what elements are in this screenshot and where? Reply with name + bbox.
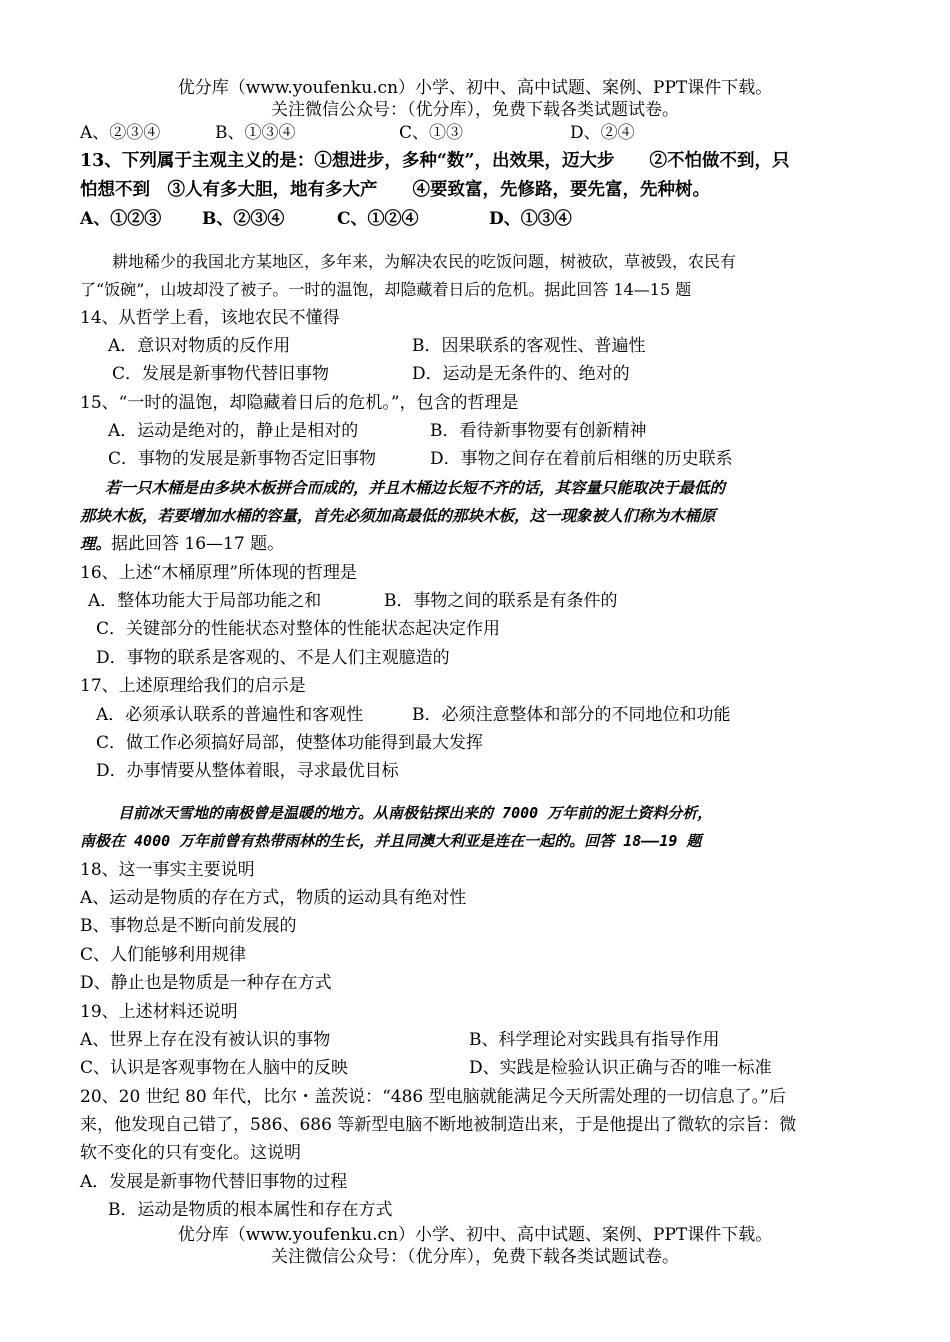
material2-line-3-bold: 理。 — [80, 535, 112, 553]
q20-line-3: 软不变化的只有变化。这说明 — [80, 1143, 301, 1163]
material1-line-2: 了“饭碗”，山坡却没了被子。一时的温饱，却隐藏着日后的危机。据此回答 14—15 题 — [80, 280, 692, 299]
q20-option-b: B．运动是物质的根本属性和存在方式 — [108, 1200, 393, 1220]
q17-stem: 17、上述原理给我们的启示是 — [80, 676, 306, 696]
q15-stem: 15、“一时的温饱，却隐藏着日后的危机。”，包含的哲理是 — [80, 393, 519, 413]
q13-option-c: C、①②④ — [337, 209, 419, 229]
q13-option-a: A、①②③ — [80, 209, 162, 229]
q18-stem: 18、这一事实主要说明 — [80, 860, 255, 880]
q16-option-b: B．事物之间的联系是有条件的 — [384, 591, 618, 611]
q14-stem: 14、从哲学上看，该地农民不懂得 — [80, 308, 340, 328]
q12-option-c: C、①③ — [399, 123, 464, 143]
q14-option-d: D．运动是无条件的、绝对的 — [412, 364, 630, 384]
q16-option-a: A．整体功能大于局部功能之和 — [88, 591, 322, 611]
material2-line-1: 若一只木桶是由多块木板拼合而成的，并且木桶边长短不齐的话，其容量只能取决于最低的 — [105, 479, 726, 497]
q13-option-b: B、②③④ — [202, 209, 285, 229]
q17-option-c: C．做工作必须搞好局部，使整体功能得到最大发挥 — [96, 733, 484, 753]
q15-option-a: A．运动是绝对的，静止是相对的 — [108, 421, 359, 441]
q20-option-a: A．发展是新事物代替旧事物的过程 — [80, 1172, 348, 1192]
q15-option-c: C．事物的发展是新事物否定旧事物 — [108, 449, 377, 469]
q20-line-1: 20、20 世纪 80 年代，比尔・盖茨说：“486 型电脑就能满足今天所需处理的一切信息了。”后 — [80, 1087, 786, 1107]
q12-option-d: D、②④ — [570, 123, 635, 143]
q12-option-a: A、②③④ — [80, 123, 161, 143]
q14-option-b: B．因果联系的客观性、普遍性 — [412, 336, 646, 356]
q13-option-d: D、①③④ — [489, 209, 572, 229]
q17-option-a: A．必须承认联系的普遍性和客观性 — [96, 705, 364, 725]
q19-option-b: B、科学理论对实践具有指导作用 — [469, 1030, 720, 1050]
q18-option-c: C、人们能够利用规律 — [80, 945, 247, 965]
q19-option-a: A、世界上存在没有被认识的事物 — [80, 1030, 331, 1050]
material3-line-2: 南极在 4000 万年前曾有热带雨林的生长，并且同澳大利亚是连在一起的。回答 18——19 题 — [80, 832, 702, 850]
q16-stem: 16、上述“木桶原理”所体现的哲理是 — [80, 563, 358, 583]
material2-line-3 — [80, 532, 284, 556]
footer-line-1: 优分库（www.youfenku.cn）小学、初中、高中试题、案例、PPT课件下载。 — [177, 1225, 773, 1245]
material1-line-1: 耕地稀少的我国北方某地区，多年来，为解决农民的吃饭问题，树被砍，草被毁，农民有 — [112, 252, 737, 271]
material2-line-3-tail: 据此回答 16—17 题。 — [111, 534, 285, 554]
q13-line-2: 怕想不到 ③人有多大胆，地有多大产 ④要致富，先修路，要先富，先种树。 — [80, 180, 710, 200]
q18-option-d: D、静止也是物质是一种存在方式 — [80, 973, 332, 993]
q17-option-b: B．必须注意整体和部分的不同地位和功能 — [412, 705, 731, 725]
q19-option-c: C、认识是客观事物在人脑中的反映 — [80, 1058, 349, 1078]
material3-line-1: 目前冰天雪地的南极曾是温暖的地方。从南极钻探出来的 7000 万年前的泥土资料分析， — [118, 804, 713, 822]
q13-line-1: 13、下列属于主观主义的是：①想进步，多种“数”，出效果，迈大步 ②不怕做不到，只 — [80, 151, 790, 171]
q19-stem: 19、上述材料还说明 — [80, 1002, 238, 1022]
q18-option-a: A、运动是物质的存在方式，物质的运动具有绝对性 — [80, 888, 467, 908]
header-line-2: 关注微信公众号：（优分库），免费下载各类试题试卷。 — [271, 100, 679, 120]
q19-option-d: D、实践是检验认识正确与否的唯一标准 — [469, 1058, 772, 1078]
material2-line-2: 那块木板，若要增加水桶的容量，首先必须加高最低的那块木板，这一现象被人们称为木桶原 — [80, 507, 716, 525]
q16-option-c: C．关键部分的性能状态对整体的性能状态起决定作用 — [96, 619, 501, 639]
q14-option-c: C．发展是新事物代替旧事物 — [112, 364, 330, 384]
q15-option-d: D．事物之间存在着前后相继的历史联系 — [430, 449, 733, 469]
q15-option-b: B．看待新事物要有创新精神 — [430, 421, 647, 441]
q12-option-b: B、①③④ — [215, 123, 296, 143]
q17-option-d: D．办事情要从整体着眼，寻求最优目标 — [96, 761, 399, 781]
q20-line-2: 来，他发现自己错了，586、686 等新型电脑不断地被制造出来，于是他提出了微软的宗旨：微 — [80, 1115, 797, 1135]
q14-option-a: A．意识对物质的反作用 — [108, 336, 291, 356]
q18-option-b: B、事物总是不断向前发展的 — [80, 916, 297, 936]
q16-option-d: D．事物的联系是客观的、不是人们主观臆造的 — [96, 648, 450, 668]
header-line-1: 优分库（www.youfenku.cn）小学、初中、高中试题、案例、PPT课件下载。 — [177, 78, 773, 98]
footer-line-2: 关注微信公众号：（优分库），免费下载各类试题试卷。 — [271, 1247, 679, 1267]
